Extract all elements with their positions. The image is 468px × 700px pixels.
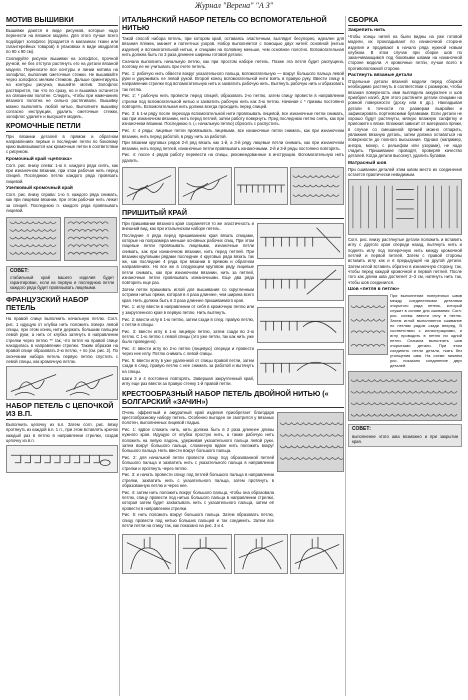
italian-cast-on-illustration	[234, 167, 288, 205]
magazine-header: Журнал "Верена" "А З"	[194, 1, 274, 10]
paragraph: Рис. 5: ввести иглу в уже удаленной от спицы правой петли, затем сзади в след. правую петлю с нее снимать за работой и вытянуть на спицы.	[122, 358, 254, 374]
subtitle-mattress-stitch: Матрасный шов	[348, 160, 387, 166]
italian-cast-on-illustration	[178, 167, 232, 205]
right-column	[348, 14, 462, 696]
paragraph: Рис. 5: нить положить вокруг большого пальца. Затем образовать петлю, спицу провести под нитью больших пальцев и так соединить. Затем все петли петли на спицу так, как показано на рис. 3 и 4.	[122, 512, 274, 529]
chain-cast-on-illustration	[6, 445, 118, 473]
sewn-edge-illustration	[257, 349, 344, 385]
paragraph: Рис. 3: и начать провести спицу под петлей большого пальца в направлении стрелки, захватить нить с указательного пальца, затем протянуть в образованную петлю и через нее.	[122, 472, 274, 488]
section-title-bulgarian-cast-on: КРЕСТООБРАЗНЫЙ НАБОР ПЕТЕЛЬ ДВОЙНОЙ НИТЬЮ (« БОЛГАРСКИЙ «ЗАЧИН»)	[122, 390, 344, 408]
tip-title: СОВЕТ:	[10, 267, 29, 274]
paragraph: Рис. 2: * рабочую нить провести перед спицей, образовать 2-ю петлю, затем спицу провести в направлении стрелки под вспомогательной нитью и захватить рабочую нить как 3-ю петлю. Начиная с * призмы постоянно повторять. Вспомогательная нить должна всегда проходить перед спицей.	[122, 93, 344, 110]
paragraph: Отдельные детали вязаной модели перед сборкой необходимо растянуть в соответствии с размером, чтобы вязаная поверхность ими выглядела аккуратнее и шов приобрел изгиб. Для этого растяните детали спицами на ровной поверхности (доску или в др.). Накладывая детали в точности по размерам выкройки и зафиксировать портновскими булавками. Если детали не хорошо будут растянуты, мягкую влажную салфетку и приложите к вязке. Влажная зависит от материала пряжи, в случае со смешанной пряжей можно отпарить, увлажнив вязаную деталь, затем должна оставаться на поверхности до полного высыхания. Однако (например, ангора, мохер, с рельефом или узорами), не надо гладить. Пришивание проводят, проверяя качество деталей. Когда детали высохнут, удалить булавки.	[348, 79, 462, 159]
hand-cast-on-illustration	[234, 534, 288, 574]
paragraph: Рис. 4: 4 ряды: лицевые петли провязывать лицевыми, все изнаночные петли снимать, как при изнаночном вязании, нить перед работой, в ряду нить за работой.	[122, 128, 344, 139]
paragraph: Затем петли пришивать иглой для вышивания со скругленным острием нитью пряжи, которая в 4 раза длиннее, чем ширина всего края. Нить должна быть в 3 раза длиннее пришиваемого края.	[122, 287, 254, 303]
paragraph: При пришивании вязаного края сохраняется то же эластичность и внешний вид, как при итальянском наборе петель.	[122, 220, 254, 231]
paragraph: Рис. 2: для начальной петли провести спицу под образованной петлей большого пальца и захватить нить с указательного пальца в направлении стрелки и протянуть через петлю.	[122, 455, 274, 471]
paragraph: На правой спице выполнить начальную петлю. Согл. рис. 1 идущую от клубка нить положить поверх левой спицы, при этом конец нити держать большим пальцем левой руки, а нить от клубка затянуть в направлении стрелки через петлю ** так, что петля на правой спице находилась в направлении стрелки. Таким образом на правой спице образовать 2-ю петлю, + по (см. рис. 2). По окончании набора петель первую петлю спустить с левой спицы, как кромочную петлю.	[6, 316, 118, 364]
section-title-french-cast-on: ФРАНЦУЗСКИЙ НАБОР ПЕТЕЛЬ	[6, 296, 118, 314]
section-title-italian-cast-on: ИТАЛЬЯНСКИЙ НАБОР ПЕТЕЛЬ СО ВСПОМОГАТЕЛЬНОЙ НИТЬЮ	[122, 16, 344, 34]
subtitle-knot-edge: Узелковый кромочный край	[6, 185, 73, 191]
paragraph: При вязании деталей в прямом и обратном направлениях первые и последние петли по боковому краю вывязываются как кромочные петли в соответствии с рисунком.	[6, 133, 118, 155]
paragraph: Согл. рис. внизу растянутые детали положить и вставить иглу с другого края спереди назад, вытянуть нить и поднять иглу под поперечную нить между кромочной петлей и первой петлей. Затем с правой стороны вставить иглу как и в предыдущей на другой детали. Затем иглой вставить обратно в изнаночную сторону, так, чтобы перед каждой кромочной и первой петлей. После того как длина шва достигнет 2–3 см, натянуть нить так, чтобы шов соединился.	[348, 237, 462, 285]
tip-box	[348, 424, 462, 447]
paragraph: Рис. 3: ввести иглу в 1-ю лицевую петлю, затем сзади во 2-ю петлю. С 1-ю петлю с левой спицы (это уже петли, так как нить уже было проведено).	[122, 328, 254, 345]
paragraph: При выполнении поперечных швов между соединенными деталями открытого ряда петель, который служит в основе для сшивания. Согл. рис. слева: ввести иглу в петлю. Затем иглой выполняется сшивание по петлям рядом сзади вперед. В соответствии с иллюстрациями, и иглу проводить в петлю ни одной петли. Сначала выполнить шов открытыми детали. При этом соединить петли детали, ткать без утолщения шва. На схеме нижнем рис. показано соединение двух деталей.	[390, 292, 462, 368]
hand-cast-on-illustration	[122, 534, 176, 574]
paragraph: При сшивании деталей этим швом место их соединения остается практически невидимым.	[348, 166, 462, 177]
paragraph: Такой способ набора петель, при котором край, оставаясь эластичным, выглядит бесупорно, идеален для вязания пляжек, манжет и патентных узоров. Набор выполняется с помощью двух нитей: основной (нитью изделия) и вспомогательной нитью, и спицами на половину меньше, чем основное полотно. Вспомогательная нить должна быть по 3 раза длиннее ширины готовой детали.	[122, 36, 344, 57]
paragraph: Рис. 1: вдвое сложить нить, нить должна быть в 2 раза длиннее длины нужного края. Идущую от клубка простую нить, а также рабочую нить положить на левую ладонь, удерживая указательного пальца левой руки, затем вокруг большого пальца, сложенную вдвое нить положить вокруг большого пальца. Нить ввести вокруг большого пальца.	[122, 427, 274, 454]
section-title-assembly: СБОРКА	[348, 16, 462, 26]
mattress-stitch-illustration	[348, 179, 462, 235]
italian-cast-on-illustration	[122, 167, 176, 205]
italian-cast-on-illustration	[290, 167, 344, 205]
subtitle-loop-in-loop: Шов «петля в петлю»	[348, 286, 400, 292]
paragraph: Согл. рис. внизу слева: 1-ю п. каждого ряда снять, как при изнаночном вязании, при этом рабочая нить перед спицей. Последнюю петлю каждого ряда провязать лицевой.	[6, 162, 118, 184]
left-column	[6, 14, 118, 696]
subtitle-chain-edge: Кромочный край «цепочка»	[6, 156, 72, 162]
paragraph: Очень эффектный и аккуратный край изделия приобретает благодаря крестообразному набору петель. Особенно выгоден он смотрится у вязаных полотен, выполненных лицевой гладью.	[122, 409, 274, 426]
tip-text: выполнение этого шва возможно и при закрытии края.	[352, 433, 458, 444]
middle-column	[122, 14, 344, 696]
paragraph: Рис. 2: ввести иглу в 1-ю петлю, затем сзади в след. правую петлю, с петли в спицы.	[122, 316, 254, 327]
french-cast-on-illustration	[6, 366, 118, 400]
paragraph: Чтобы концы нитей на были видны на уже готовой модели, их прокладывают по изнаночной стороне изделия и продевают в начало ряда нужной новым клубком. В этом случае при сборке шов по заканчивающимся под боковыми швами на изнаночной стороне модели. А кромочные петли, лучше всего в противоположной стороне.	[348, 34, 462, 71]
loop-stitch-sample	[348, 371, 462, 421]
loop-stitch-illustration	[348, 295, 388, 355]
subtitle-block-pieces: Растянуть вязаные детали	[348, 73, 413, 79]
tip-text: стабильный край вашего изделия будет гарантирован, если на первую и последнюю петли каждого ряда будет провязывать лицевыми.	[10, 274, 114, 291]
section-title-chain-cast-on: НАБОР ПЕТЕЛЬ С ЦЕПОЧКОЙ ИЗ В.П.	[6, 402, 118, 420]
paragraph: Скопируйте рисунок вышивки на золофлос, прочной ручкой, не без отступа растянуть его на детали вязаной модели. Переносите все контуры и линии мотива на золофлос, выполнив сметочные стежки. Не вышивайте через золофлос мелким стежком. Дальше ориентируясь на контуры рисунка, вышейте мотив. Золофлос растворится, так что по сразу, но и вышивка останется на связанном полотне. Следить, чтобы при намечаниях вязаного полотна не сильно растягивали. Вышивку можно выполнять любой нитью. Выполните вышивку согласно инструкции, удалить сметочные стежки, золофлос удалите и высушите модель.	[6, 55, 118, 120]
knit-edge-illustration	[6, 217, 61, 261]
sewn-edge-illustration	[257, 265, 344, 301]
column-divider	[119, 16, 120, 696]
paragraph: Рис. 3: в 1-м ряду после перехода вспомогательной нити провязывать лицевой, все изнаночные петли снимать, как при изнаночном вязании, нить перед петлей, затем работу повернуть. Пред последнюю петлю снять, как при изнаночном вязании. Последнюю п. (= начальную петлю) сбросить с распустить.	[122, 110, 344, 127]
paragraph: Рис. 4: затем нить положить вокруг большого пальца, чтобы она образовала петлю, спицу провести под нитью большого пальца в направлении стрелки, которая затем будет захватывать нить с указательного пальца, затем её провести в направлении стрелки.	[122, 489, 274, 511]
paragraph: Вышивки даются в виде рисунков, которые надо перенести на вязаное модели. Для этого лучше всего подойдет золофлос (продается в магазинах ткани или галантерейных товаров) в упаковках в виде квадратов по 90 х 90 см).	[6, 28, 118, 55]
paragraph: Последние 4 ряда перед пришиванием края вязать спицами, которые на полразмера меньше основных рабочих спиц. При этом лицевые петли провязывать лицевыми, изнаночные петли снимать, как при изнаночном вязании, нить перед петлей. При вязании круговыми рядами последние 4 круговых ряда вязать так же, как последние 4 ряда при вязании в прямом и обратном направлениях. Но все же в следующем круговом ряду лицевые петли снимать, как при изнаночном вязании, нить за петлей, изнаночные петли провязывать изнаночными. Еще два ряда повторить еще раз.	[122, 232, 254, 286]
knit-edge-illustration	[64, 217, 117, 261]
paragraph: Рис. 1: рабочую нить обвести вокруг указательного пальца, вспомогательную — вокруг большого пальца левой руки и удерживать ее левой рукой. Второй конец вспомогательной нити взять в правую руку. Ввести спицу в направлении стрелки под вспомогательную нить и захватить рабочую нить. Вытянуть рабочую нить и образовать так петлю.	[122, 70, 344, 92]
paragraph: При вязании круговых рядов 2-й ряд вязать как 1-й, а 3-й ряду лицевые петли снимать, как при изнаночном вязании, нить перед петлей, изнаночные петли провязывать изнаночными. 2-й и 3-й ряды постоянно повторять.	[122, 140, 344, 151]
bulgarian-cast-on-sample	[277, 412, 344, 472]
paragraph: Выполнить цепочку из в.п. Затем согл. рис. вязку протянуть из каждой в.п. 1 п., при этом вставлять крючок каждый раз в петлю в направлении стрелки, создав цепочку из в.п.	[6, 422, 118, 443]
paragraph: Рис. 4: после 4 рядов работу перевести на спицы, рекомендованные в инструкции. Вспомогательную нить удалить.	[122, 152, 344, 163]
paragraph: Рис. 4: ввести иглу во 2-ю петлю (лицевую) спереди и провести через нее иглу. Петлю снимать с левой спицы.	[122, 346, 254, 357]
section-title-edge-stitches: КРОМОЧНЫЕ ПЕТЛИ	[6, 122, 118, 132]
tip-box	[6, 266, 118, 294]
subtitle-secure-thread: Закрепить нить	[348, 28, 386, 33]
sewn-edge-illustration	[257, 223, 344, 259]
column-divider	[345, 16, 346, 696]
paragraph: Шаги 3 и 4 постоянно повторять. Завершая закругленный край, иглу еще раз ввести за правую стенку 1-й правой петли.	[122, 375, 254, 386]
sewn-edge-illustration	[257, 307, 344, 343]
hand-cast-on-illustration	[290, 534, 344, 574]
paragraph: Согл. рис. внизу справа: 1-ю п. каждого ряда снимать, как при лицевом вязании, при этом рабочая нить лежит за спицей. Последнюю п. каждого ряда провязывать лицевой.	[6, 191, 118, 213]
paragraph: Сначала выполнить начальную петлю, как при простом наборе петель. Позже эта петля будет распущена, поэтому ее не учитывать при счете петель.	[122, 58, 344, 69]
tip-title: СОВЕТ:	[352, 426, 371, 433]
section-title-sewn-edge: ПРИШИТЫЙ КРАЙ	[122, 209, 344, 219]
hand-cast-on-illustration	[178, 534, 232, 574]
paragraph: Рис. 1: иглу ввести в направлении от себя в кромочную петлю или у закругленного края в первую петлю. Нить вытянуть.	[122, 304, 254, 315]
section-title-embroidery: МОТИВ ВЫШИВКИ	[6, 16, 118, 26]
